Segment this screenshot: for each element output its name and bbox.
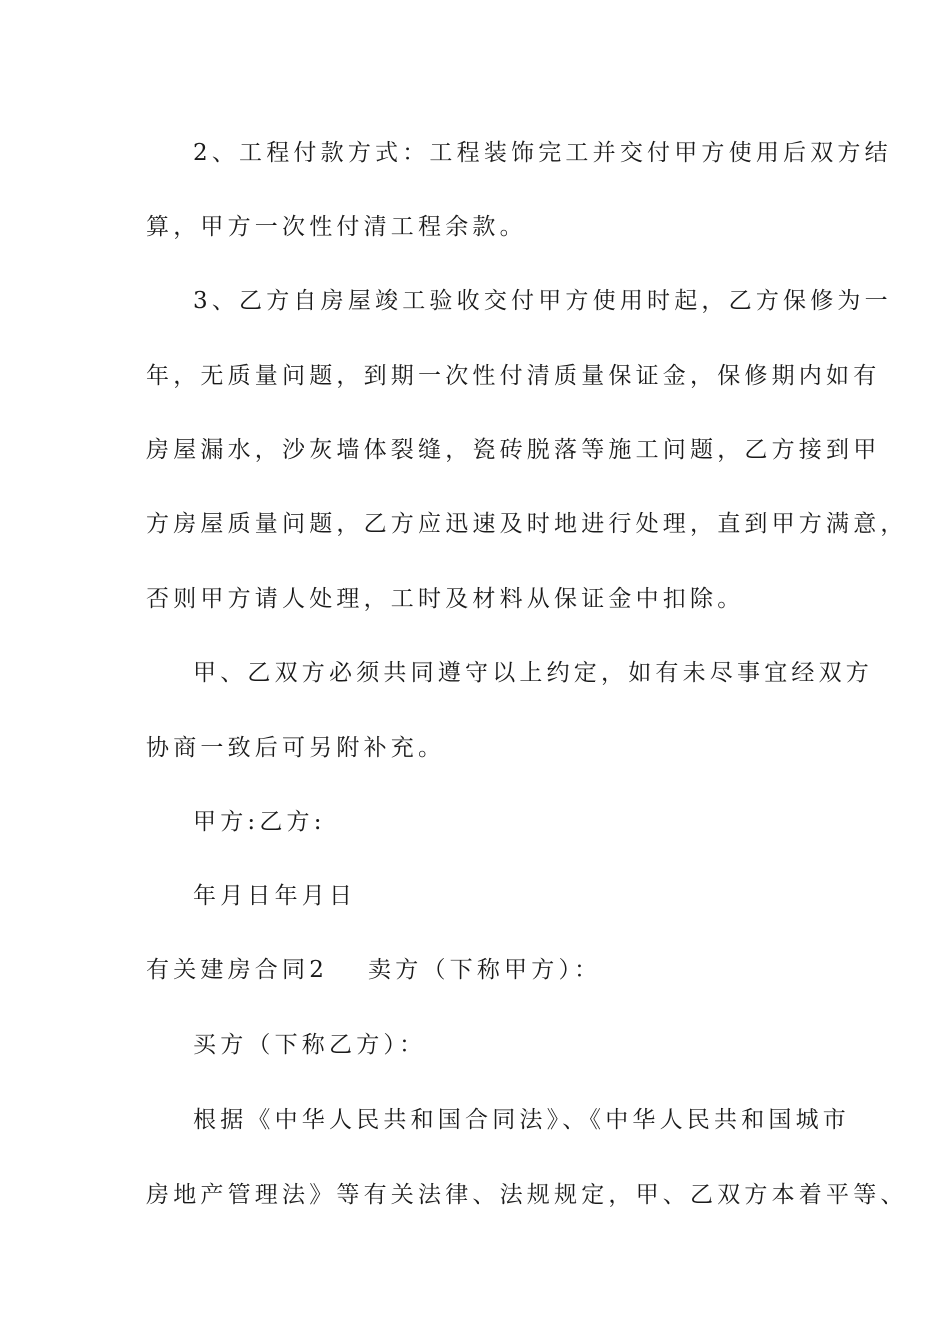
section-first-line: 卖方（下称甲方）： (368, 957, 602, 983)
paragraph-line: 3、乙方自房屋竣工验收交付甲方使用时起，乙方保修为一 (193, 288, 892, 314)
paragraph-line: 年，无质量问题，到期一次性付清质量保证金，保修期内如有 (146, 363, 881, 389)
date-line: 年月日年月日 (193, 883, 357, 909)
paragraph-line: 方房屋质量问题，乙方应迅速及时地进行处理，直到甲方满意， (146, 511, 908, 537)
paragraph-line: 根据《中华人民共和国合同法》、《中华人民共和国城市 (193, 1107, 850, 1133)
signature-line: 甲方:乙方: (193, 809, 326, 835)
section-title: 有关建房合同2 (146, 957, 329, 983)
paragraph-line: 算，甲方一次性付清工程余款。 (146, 214, 527, 240)
paragraph-line: 买方（下称乙方）： (193, 1032, 427, 1058)
paragraph-line: 协商一致后可另附补充。 (146, 735, 446, 761)
paragraph-line: 房屋漏水，沙灰墙体裂缝，瓷砖脱落等施工问题，乙方接到甲 (146, 437, 881, 463)
paragraph-line: 房地产管理法》等有关法律、法规规定，甲、乙双方本着平等、 (146, 1182, 908, 1208)
paragraph-line: 2、工程付款方式：工程装饰完工并交付甲方使用后双方结 (193, 140, 892, 166)
paragraph-line: 否则甲方请人处理，工时及材料从保证金中扣除。 (146, 586, 745, 612)
paragraph-line: 甲、乙双方必须共同遵守以上约定，如有未尽事宜经双方 (193, 660, 873, 686)
section-heading-line (146, 955, 601, 985)
